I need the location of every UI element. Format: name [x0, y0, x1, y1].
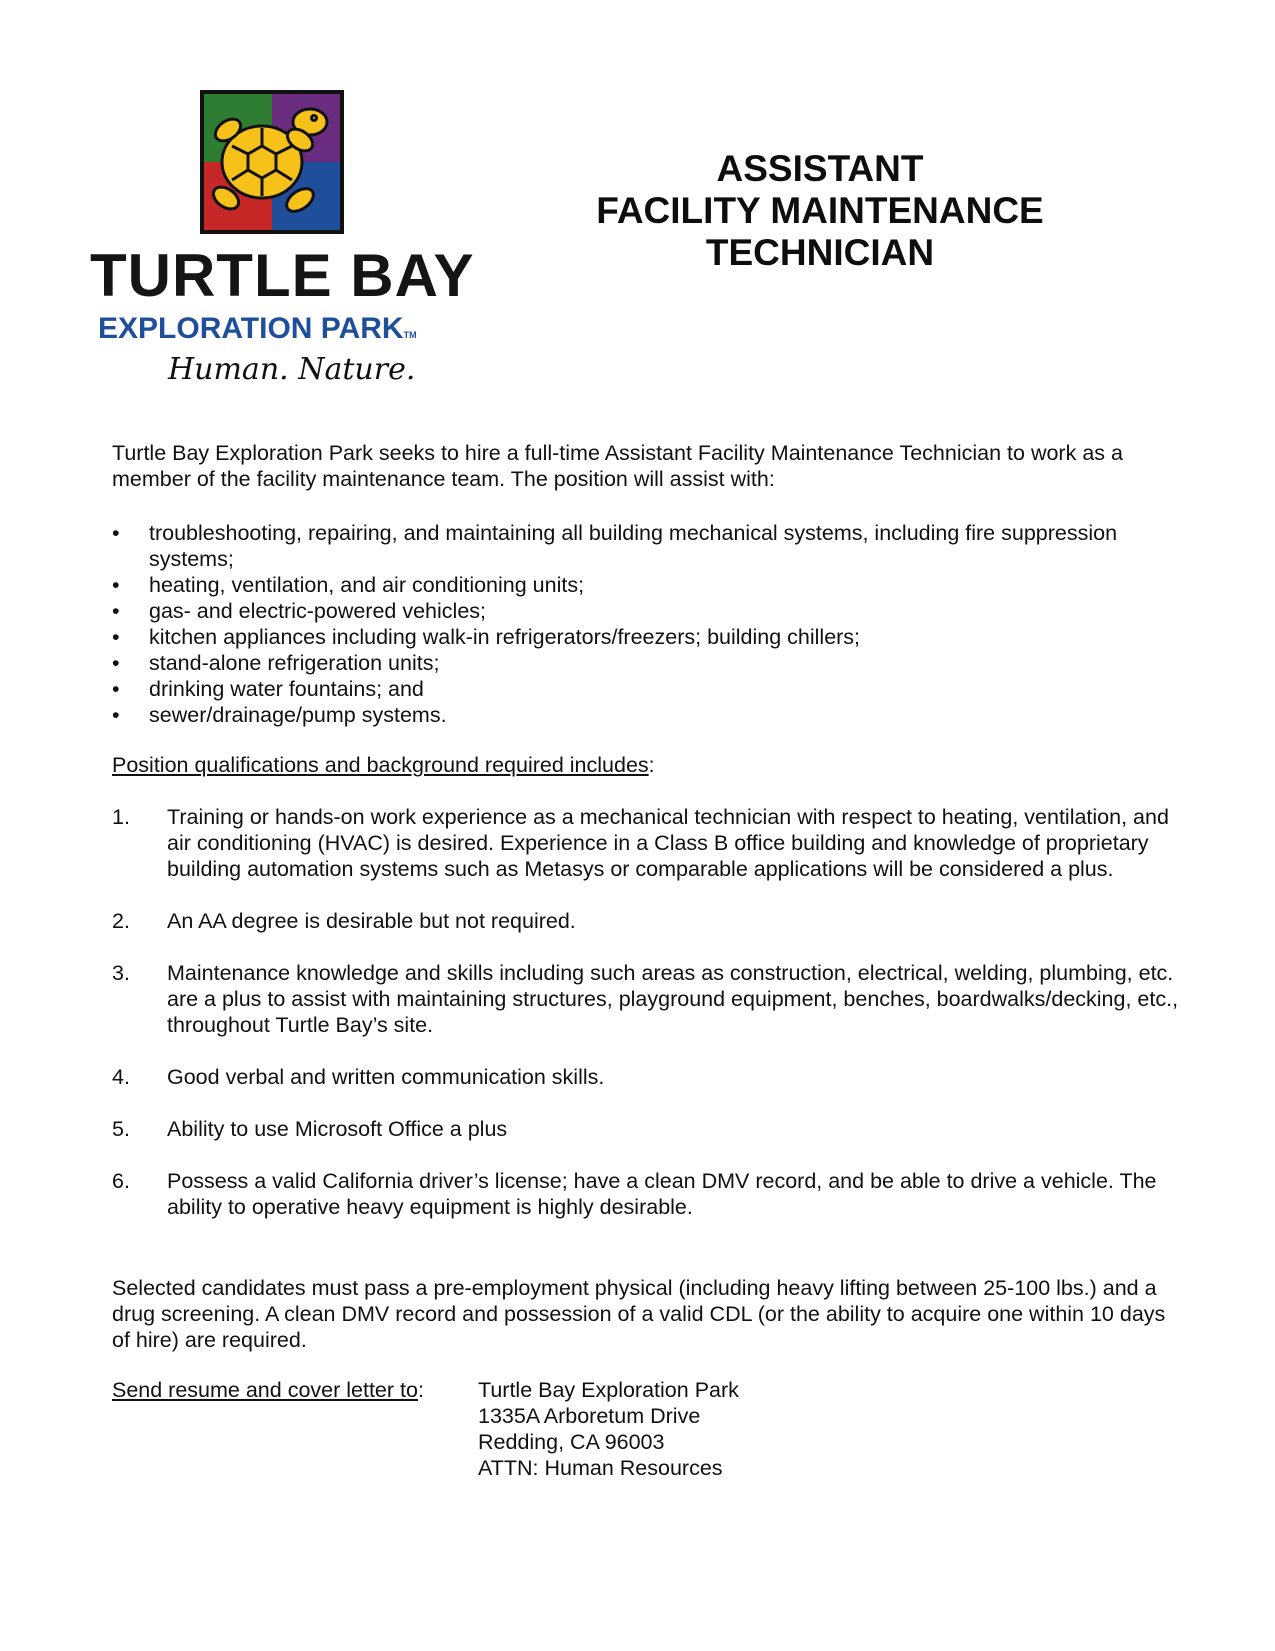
logo	[90, 90, 475, 390]
send-resume-label-text: Send resume and cover letter to	[112, 1378, 418, 1402]
logo-tm: TM	[403, 330, 417, 340]
turtle-logo-icon	[200, 90, 344, 234]
qualifications-colon: :	[648, 753, 655, 777]
list-item	[112, 1064, 1182, 1090]
list-item-text: Ability to use Microsoft Office a plus	[167, 1117, 508, 1141]
list-item	[112, 1116, 1182, 1142]
title-line-2: FACILITY MAINTENANCE	[596, 190, 1044, 231]
bullet-icon: •	[112, 573, 120, 597]
list-item-text: Maintenance knowledge and skills including such areas as construction, electrical, welding, plumbing, etc. are a plus to assist with maintaining structures, playground equipment, benches, boardwalks/decking, etc., throughout Turtle Bay’s site.	[167, 961, 1179, 1037]
list-item-text: heating, ventilation, and air conditioning units;	[149, 573, 585, 597]
list-item-text: drinking water fountains; and	[149, 677, 424, 701]
mailing-address	[478, 1377, 739, 1481]
title-line-3: TECHNICIAN	[705, 232, 935, 273]
list-number: 3.	[112, 961, 130, 985]
bullet-icon: •	[112, 625, 120, 649]
list-item	[112, 598, 1182, 624]
list-number: 1.	[112, 805, 130, 829]
list-item-text: sewer/drainage/pump systems.	[149, 703, 447, 727]
requirements-paragraph: Selected candidates must pass a pre-employment physical (including heavy lifting between 25-100 lbs.) and a drug screening. A clean DMV record and possession of a valid CDL (or the ability to acquire one within 10 days of hire) are required.	[112, 1276, 1166, 1352]
list-item-text: Training or hands-on work experience as a mechanical technician with respect to heating, ventilation, and air conditioning (HVAC) is desired. Experience in a Class B office building and knowledge of proprietary building automation systems such as Metasys or comparable applications will be considered a plus.	[167, 805, 1169, 881]
address-line: ATTN: Human Resources	[478, 1456, 723, 1480]
qualifications-heading-text: Position qualifications and background required includes	[112, 753, 649, 777]
list-item-text: Possess a valid California driver’s license; have a clean DMV record, and be able to drive a vehicle. The ability to operative heavy equipment is highly desirable.	[167, 1169, 1157, 1219]
send-resume-colon: :	[417, 1378, 424, 1402]
qualifications-heading	[112, 752, 1182, 778]
logo-subtitle-text: EXPLORATION PARK	[98, 312, 404, 345]
send-resume-label	[112, 1377, 424, 1403]
list-item-text: kitchen appliances including walk-in refrigerators/freezers; building chillers;	[149, 625, 861, 649]
list-item	[112, 804, 1182, 882]
duties-list	[112, 520, 1182, 728]
list-item	[112, 960, 1182, 1038]
list-item-text: Good verbal and written communication skills.	[167, 1065, 605, 1089]
list-item	[112, 676, 1182, 702]
list-number: 2.	[112, 909, 130, 933]
logo-name: TURTLE BAY	[90, 242, 475, 309]
list-number: 5.	[112, 1117, 130, 1141]
list-item	[112, 520, 1182, 572]
address-line: 1335A Arboretum Drive	[478, 1404, 701, 1428]
qualifications-list	[112, 804, 1182, 1246]
logo-subtitle	[98, 312, 417, 352]
list-item-text: An AA degree is desirable but not required.	[167, 909, 576, 933]
bullet-icon: •	[112, 521, 120, 545]
intro-paragraph: Turtle Bay Exploration Park seeks to hire a full-time Assistant Facility Maintenance Technician to work as a member of the facility maintenance team. The position will assist with:	[112, 441, 1123, 491]
list-number: 6.	[112, 1169, 130, 1193]
list-item	[112, 572, 1182, 598]
list-number: 4.	[112, 1065, 130, 1089]
logo-tagline: Human. Nature.	[168, 352, 416, 387]
list-item	[112, 1168, 1182, 1220]
list-item-text: gas- and electric-powered vehicles;	[149, 599, 486, 623]
bullet-icon: •	[112, 651, 120, 675]
bullet-icon: •	[112, 599, 120, 623]
address-line: Turtle Bay Exploration Park	[478, 1378, 739, 1402]
address-line: Redding, CA 96003	[478, 1430, 665, 1454]
list-item-text: troubleshooting, repairing, and maintaining all building mechanical systems, including fire suppression systems;	[149, 521, 1118, 571]
list-item-text: stand-alone refrigeration units;	[149, 651, 440, 675]
title-line-1: ASSISTANT	[716, 148, 924, 189]
page-title	[570, 148, 1070, 274]
list-item	[112, 908, 1182, 934]
bullet-icon: •	[112, 703, 120, 727]
list-item	[112, 702, 1182, 728]
list-item	[112, 650, 1182, 676]
list-item	[112, 624, 1182, 650]
bullet-icon: •	[112, 677, 120, 701]
